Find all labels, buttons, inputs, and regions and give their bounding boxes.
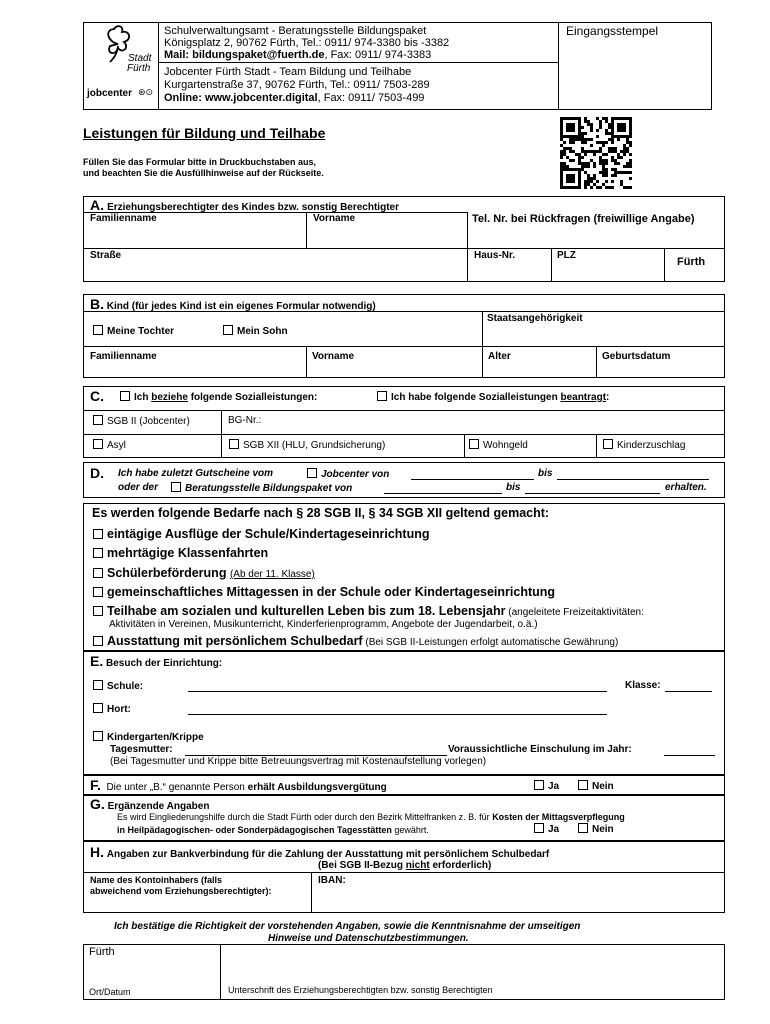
option-sgb2[interactable]: [93, 415, 190, 427]
option-g-ja[interactable]: [534, 823, 559, 835]
office1-line1: Schulverwaltungsamt - Beratungsstelle Bildungspaket: [164, 25, 427, 37]
bedarf-item5-note2: Aktivitäten in Vereinen, Musikunterricht, Kinderferienprogramm, Angebote der Jugendarbeit, o.ä.): [109, 619, 538, 630]
h-sub-pre: (Bei SGB II-Bezug: [318, 860, 406, 871]
office1-line3: [164, 49, 431, 61]
label-vorname-a: Vorname: [313, 213, 356, 224]
wohngeld-label: Wohngeld: [483, 440, 528, 451]
bedarf-item4-label: gemeinschaftliches Mittagessen in der Schule oder Kindertageseinrichtung: [107, 585, 556, 599]
section-a-title: [90, 197, 399, 213]
section-b-col-vorname: [306, 346, 307, 378]
section-e-heading: Besuch der Einrichtung:: [106, 658, 223, 669]
beantragt-pre: Ich habe folgende Sozialleistungen: [391, 392, 561, 403]
label-iban: IBAN:: [318, 875, 346, 886]
bedarf-item2-label: mehrtägige Klassenfahrten: [107, 546, 269, 560]
option-kiga[interactable]: [93, 731, 204, 743]
option-tochter-label: Meine Tochter: [107, 326, 175, 337]
f-ja-label: Ja: [548, 781, 560, 792]
sgb12-label: SGB XII (HLU, Grundsicherung): [243, 440, 386, 451]
logo-city-line1: Stadt: [128, 53, 152, 64]
section-h-heading: Angaben zur Bankverbindung für die Zahlung der Ausstattung mit persönlichem Schulbedarf: [106, 849, 550, 860]
klasse-input-line[interactable]: [665, 691, 712, 692]
section-b-col-staat: [482, 311, 483, 378]
page-title: Leistungen für Bildung und Teilhabe: [83, 125, 326, 141]
section-d-line2-a: oder der: [118, 482, 159, 493]
option-wohngeld[interactable]: [469, 439, 528, 451]
section-d-erhalten: erhalten.: [665, 482, 707, 493]
checkbox-bezieh[interactable]: [120, 391, 130, 401]
label-tel: Tel. Nr. bei Rückfragen (freiwillige Angabe): [472, 213, 695, 225]
option-beantragt[interactable]: [377, 391, 609, 403]
jobcenter-dots-icon: ⊛⊙: [138, 87, 154, 97]
checkbox-hort[interactable]: [93, 703, 103, 713]
ort-fuerth: Fürth: [89, 946, 115, 958]
label-kontoinhaber-2: abweichend vom Erziehungsberechtigter):: [90, 886, 272, 896]
beantragt-underlined: beantragt: [560, 392, 607, 403]
checkbox-bedarf2[interactable]: [93, 548, 103, 558]
label-klasse: Klasse:: [625, 680, 661, 691]
office1-line2: Königsplatz 2, 90762 Fürth, Tel.: 0911/ 974-3380 bis -3382: [164, 37, 450, 49]
section-c-col1: [221, 410, 222, 458]
section-b-heading: Kind (für jedes Kind ist ein eigenes Formular notwendig): [106, 301, 376, 312]
section-e-note: (Bei Tagesmutter und Krippe bitte Betreuungsvertrag mit Kostenaufstellung vorlegen): [110, 756, 487, 767]
bedarf-item6-note: (Bei SGB II-Leistungen erfolgt automatische Gewährung): [362, 637, 619, 648]
section-b-line2: [83, 346, 725, 347]
section-c-line1: [83, 410, 725, 411]
schule-label: Schule:: [107, 681, 144, 692]
section-h-col: [311, 872, 312, 913]
confirm-line1: Ich bestätige die Richtigkeit der vorstehenden Angaben, sowie die Kenntnisnahme der umseitigen: [114, 921, 581, 932]
bedarfe-heading: Es werden folgende Bedarfe nach § 28 SGB II, § 34 SGB XII geltend gemacht:: [92, 506, 550, 520]
hort-label: Hort:: [107, 704, 131, 715]
checkbox-bedarf6[interactable]: [93, 636, 103, 646]
schule-input-line[interactable]: [188, 691, 607, 692]
label-plz: PLZ: [557, 250, 576, 261]
stamp-label: Eingangsstempel: [566, 24, 659, 38]
checkbox-wohngeld[interactable]: [469, 439, 479, 449]
label-vorname-b: Vorname: [312, 351, 355, 362]
section-d-bis2: bis: [506, 482, 521, 493]
section-h-sub: [318, 860, 491, 871]
gutschein-jobcenter-label: Jobcenter von: [321, 469, 390, 480]
bedarf-item1-label: eintägige Ausflüge der Schule/Kindertageseinrichtung: [107, 527, 430, 541]
section-a-heading: Erziehungsberechtigter des Kindes bzw. sonstig Berechtigter: [107, 202, 399, 213]
section-a-col2: [467, 212, 468, 282]
gutschein-beratung-label: Beratungsstelle Bildungspaket von: [185, 483, 353, 494]
d-beratung-bis-line[interactable]: [525, 493, 660, 494]
checkbox-kiga[interactable]: [93, 731, 103, 741]
bedarf-item6[interactable]: [93, 634, 618, 648]
g-line2-text: gewährt.: [391, 825, 429, 835]
sgb2-label: SGB II (Jobcenter): [107, 416, 190, 427]
hort-input-line[interactable]: [188, 714, 607, 715]
option-f-ja[interactable]: [534, 780, 559, 792]
h-sub-underlined: nicht: [405, 860, 430, 871]
g-line1-text: Es wird Eingliederungshilfe durch die Stadt Fürth oder durch den Bezirk Mittelfranken z. B. für: [117, 812, 493, 822]
checkbox-f-ja[interactable]: [534, 780, 544, 790]
qr-code-icon: [560, 117, 632, 189]
label-bgnr: BG-Nr.:: [228, 415, 262, 426]
section-h-title: [90, 844, 549, 860]
g-nein-label: Nein: [592, 824, 614, 835]
option-f-nein[interactable]: [578, 780, 614, 792]
g-line1-bold: Kosten der Mittagsverpflegung: [492, 812, 625, 822]
section-e-letter: E.: [90, 653, 104, 669]
confirm-line2: Hinweise und Datenschutzbestimmungen.: [268, 933, 469, 944]
checkbox-beantragt[interactable]: [377, 391, 387, 401]
section-g-letter: G.: [90, 796, 105, 812]
bedarf-item6-label: Ausstattung mit persönlichem Schulbedarf: [107, 634, 363, 648]
checkbox-g-nein[interactable]: [578, 823, 588, 833]
section-b-title: [90, 296, 376, 312]
office2-online: Online: www.jobcenter.digital: [164, 92, 318, 104]
bedarf-item5-note1: (angeleitete Freizeitaktivitäten:: [505, 607, 644, 618]
checkbox-f-nein[interactable]: [578, 780, 588, 790]
label-kontoinhaber-1: Name des Kontoinhabers (falls: [90, 875, 223, 885]
checkbox-gutschein-beratung[interactable]: [171, 482, 181, 492]
checkbox-bedarf1[interactable]: [93, 529, 103, 539]
section-d-bis1: bis: [538, 468, 553, 479]
checkbox-bedarf5[interactable]: [93, 606, 103, 616]
checkbox-bedarf4[interactable]: [93, 587, 103, 597]
checkbox-kinderzuschlag[interactable]: [603, 439, 613, 449]
section-a-row1-line: [83, 248, 725, 249]
checkbox-gutschein-jobcenter[interactable]: [307, 468, 317, 478]
h-sub-post: erforderlich): [429, 860, 492, 871]
office2-line2: Kurgartenstraße 37, 90762 Fürth, Tel.: 0911/ 7503-289: [164, 79, 430, 91]
label-staat: Staatsangehörigkeit: [487, 313, 583, 324]
beantragt-post: :: [606, 392, 610, 403]
checkbox-asyl[interactable]: [93, 439, 103, 449]
d-beratung-von-line[interactable]: [384, 493, 502, 494]
label-strasse: Straße: [90, 250, 122, 261]
title-hint-line2: und beachten Sie die Ausfüllhinweise auf der Rückseite.: [83, 168, 324, 178]
label-tagesmutter: Tagesmutter:: [110, 744, 173, 755]
bezieh-underlined: beziehe: [151, 392, 188, 403]
checkbox-bedarf3[interactable]: [93, 568, 103, 578]
office1-mail: Mail: bildungspaket@fuerth.de: [164, 49, 325, 61]
section-f-letter: F.: [90, 777, 101, 793]
option-hort[interactable]: [93, 703, 131, 715]
checkbox-tochter[interactable]: [93, 325, 103, 335]
kiga-label: Kindergarten/Krippe: [107, 732, 204, 743]
section-g-heading: Ergänzende Angaben: [107, 801, 210, 812]
option-schule[interactable]: [93, 680, 143, 692]
office2-fax: , Fax: 0911/ 7503-499: [317, 92, 425, 104]
option-bezieh[interactable]: [120, 391, 317, 403]
label-familienname-a: Familienname: [90, 213, 157, 224]
option-sohn-label: Mein Sohn: [237, 326, 288, 337]
office2-line3: [164, 92, 424, 104]
bezieh-pre: Ich: [134, 392, 152, 403]
bedarf-item1[interactable]: [93, 527, 430, 541]
option-asyl[interactable]: [93, 439, 126, 451]
g-ja-label: Ja: [548, 824, 560, 835]
section-a-col1: [306, 212, 307, 248]
checkbox-g-ja[interactable]: [534, 823, 544, 833]
option-gutschein-jobcenter[interactable]: [307, 468, 389, 480]
section-c-col2: [464, 434, 465, 458]
einschulung-input-line[interactable]: [664, 755, 715, 756]
d-jobcenter-bis-line[interactable]: [557, 479, 709, 480]
f-nein-label: Nein: [592, 781, 614, 792]
label-unterschrift: Unterschrift des Erziehungsberechtigten bzw. sonstig Berechtigten: [228, 985, 493, 995]
section-d-letter: D.: [90, 465, 104, 481]
section-h-letter: H.: [90, 844, 104, 860]
label-ortdatum: Ort/Datum: [89, 987, 131, 997]
header-divider-stamp: [558, 22, 559, 110]
office1-fax: , Fax: 0911/ 974-3383: [324, 49, 432, 61]
option-tochter[interactable]: [93, 325, 174, 337]
section-g-title: [90, 796, 209, 812]
section-c-line2: [83, 434, 725, 435]
checkbox-schule[interactable]: [93, 680, 103, 690]
section-b-col-geb: [596, 346, 597, 378]
section-c-letter: C.: [90, 388, 104, 404]
section-h-line: [83, 872, 725, 873]
section-f-text: Die unter „B.“ genannte Person: [106, 782, 248, 793]
option-kinderzuschlag[interactable]: [603, 439, 685, 451]
label-ort-fuerth: Fürth: [677, 256, 706, 268]
asyl-label: Asyl: [107, 440, 126, 451]
section-a-col4: [664, 248, 665, 282]
g-line2-bold: in Heilpädagogischen- oder Sonderpädagogischen Tagesstätten: [117, 825, 392, 835]
option-sgb12[interactable]: [229, 439, 385, 451]
section-g-line2: [117, 825, 429, 835]
section-b-letter: B.: [90, 296, 104, 312]
label-hausnr: Haus-Nr.: [474, 250, 516, 261]
header-divider-mid: [158, 62, 558, 63]
checkbox-sgb12[interactable]: [229, 439, 239, 449]
kinderzuschlag-label: Kinderzuschlag: [617, 440, 686, 451]
option-g-nein[interactable]: [578, 823, 614, 835]
section-c-col3: [596, 434, 597, 458]
label-einschulung: Voraussichtliche Einschulung im Jahr:: [448, 744, 632, 755]
section-d-line1-a: Ich habe zuletzt Gutscheine vom: [118, 468, 274, 479]
bedarf-item4[interactable]: [93, 585, 555, 599]
bedarf-item3[interactable]: [93, 566, 315, 580]
bedarf-item3-label: Schülerbeförderung: [107, 566, 227, 580]
d-jobcenter-von-line[interactable]: [411, 479, 534, 480]
office2-line1: Jobcenter Fürth Stadt - Team Bildung und Teilhabe: [164, 66, 412, 78]
option-gutschein-beratung[interactable]: [171, 482, 352, 494]
bedarf-item3-note: (Ab der 11. Klasse): [229, 569, 315, 580]
section-f-bold: erhält Ausbildungsvergütung: [247, 782, 387, 793]
section-a-col3: [551, 248, 552, 282]
section-e-title: [90, 653, 222, 669]
option-sohn[interactable]: [223, 325, 288, 337]
bedarf-item2[interactable]: [93, 546, 268, 560]
logo-jobcenter: jobcenter: [87, 88, 133, 99]
header-divider-logo: [158, 22, 159, 110]
section-g-line1: [117, 812, 625, 822]
bezieh-post: folgende Sozialleistungen:: [187, 392, 318, 403]
section-f-row: [90, 777, 387, 793]
logo-city-line2: Fürth: [127, 63, 151, 74]
title-hint-line1: Füllen Sie das Formular bitte in Druckbuchstaben aus,: [83, 157, 317, 167]
bedarf-item5-label: Teilhabe am sozialen und kulturellen Leben bis zum 18. Lebensjahr: [107, 604, 506, 618]
label-alter: Alter: [488, 351, 511, 362]
signature-col: [220, 944, 221, 1000]
checkbox-sohn[interactable]: [223, 325, 233, 335]
label-familienname-b: Familienname: [90, 351, 157, 362]
label-geburtsdatum: Geburtsdatum: [602, 351, 671, 362]
section-a-letter: A.: [90, 197, 104, 213]
checkbox-sgb2[interactable]: [93, 415, 103, 425]
bedarf-item5[interactable]: [93, 604, 644, 618]
